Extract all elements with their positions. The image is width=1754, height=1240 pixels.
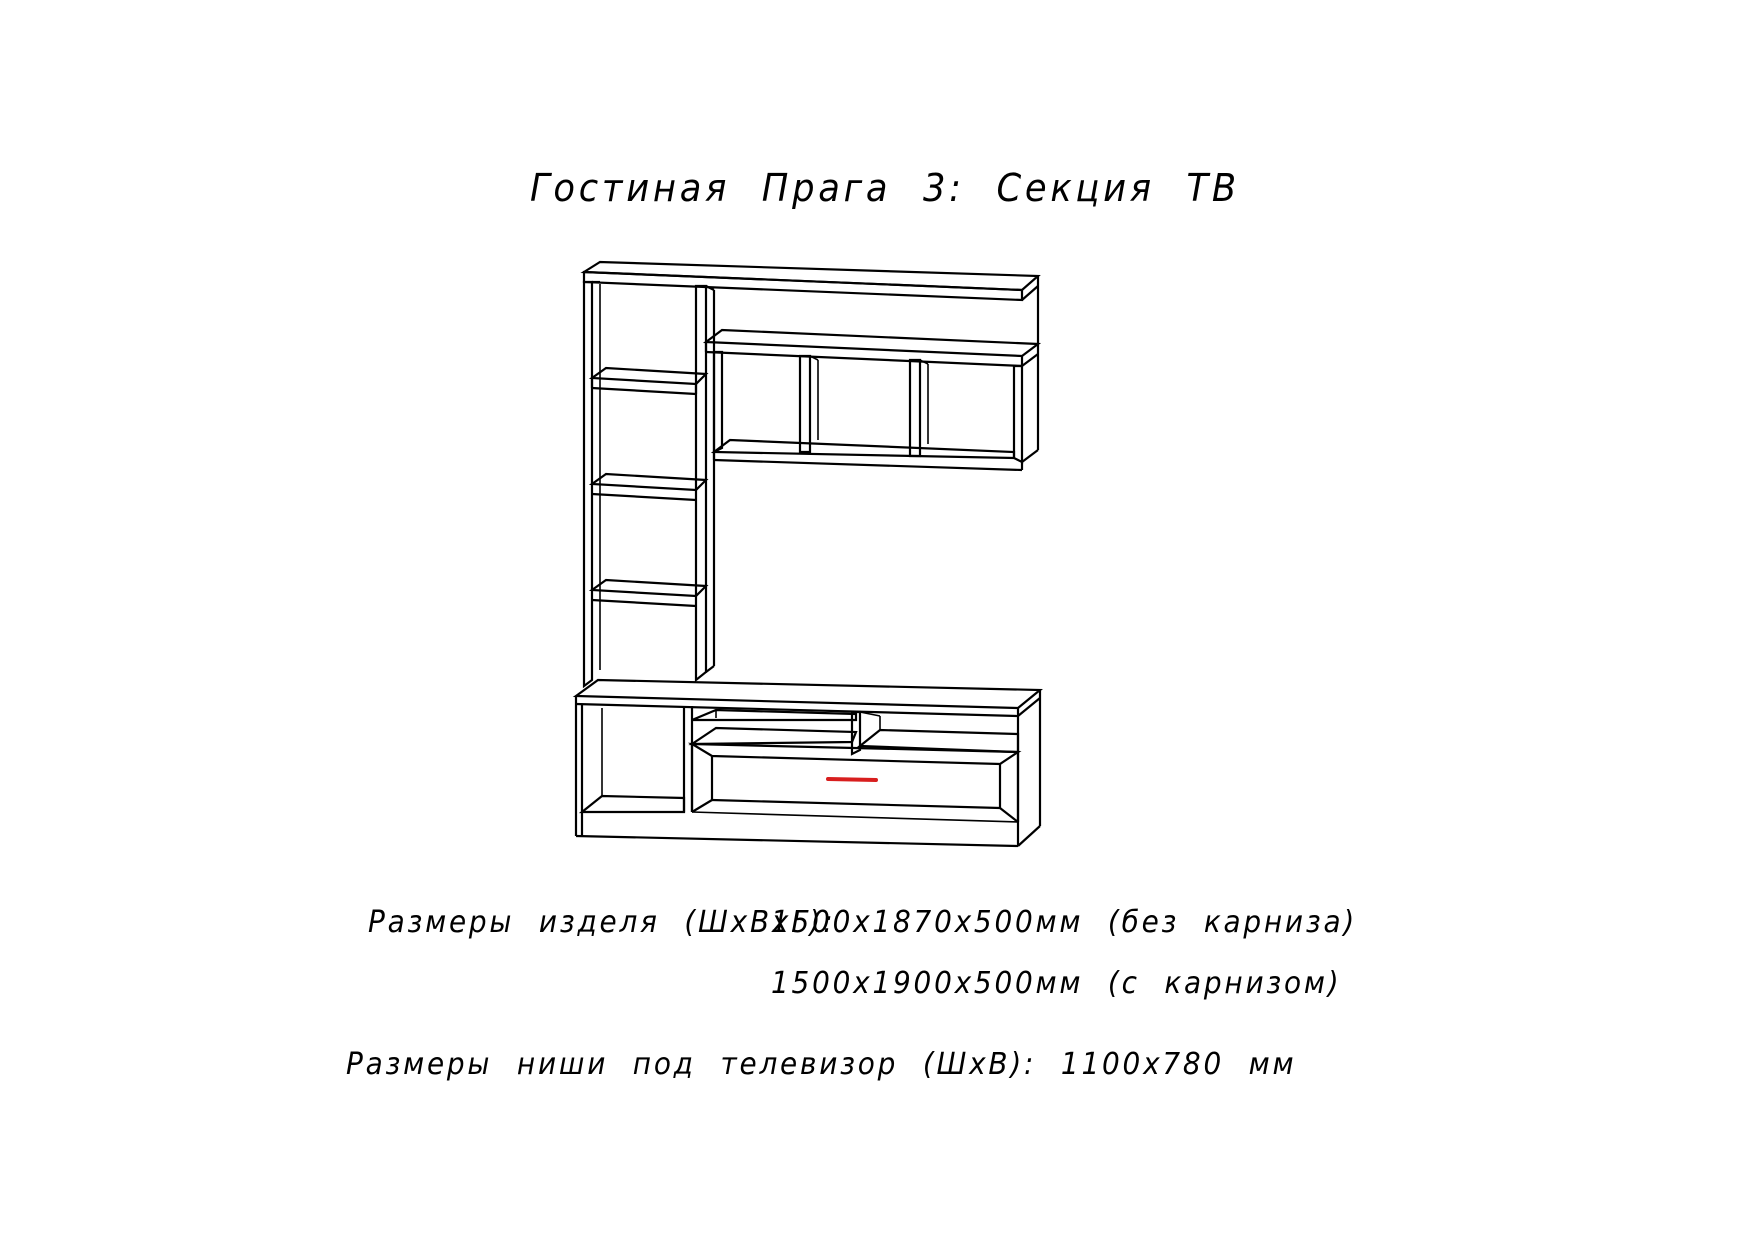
left-bookcase xyxy=(584,262,1038,686)
drawing-title: Гостиная Прага 3: Секция ТВ xyxy=(530,166,1240,210)
drawer-handle xyxy=(828,779,876,780)
left-shelves xyxy=(592,368,706,606)
tv-niche-dimensions: Размеры ниши под телевизор (ШхВ): 1100х780 мм xyxy=(346,1047,1297,1082)
tv-stand xyxy=(576,680,1040,846)
dimensions-label: Размеры изделя (ШхВхГ): xyxy=(368,905,836,940)
upper-shelf-block xyxy=(706,286,1038,470)
dimensions-with-cornice: 1500х1900х500мм (с карнизом) xyxy=(771,966,1342,1001)
drawer xyxy=(692,728,1018,822)
dimensions-without-cornice: 1500х1870х500мм (без карниза) xyxy=(771,905,1358,940)
